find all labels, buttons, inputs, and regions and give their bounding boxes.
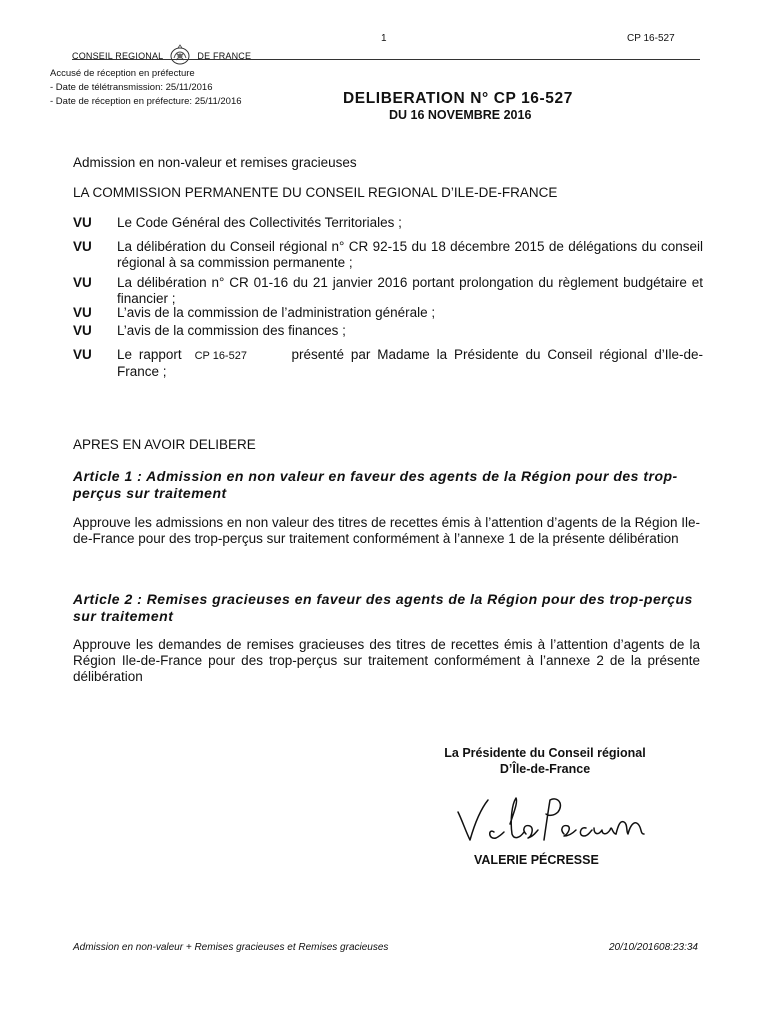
subject-line: Admission en non-valeur et remises gracieuses — [73, 155, 357, 170]
document-subtitle: DU 16 NOVEMBRE 2016 — [389, 108, 532, 122]
council-emblem-icon — [164, 44, 196, 66]
council-name-part1: CONSEIL REGIONAL — [72, 51, 164, 61]
vu-text: La délibération n° CR 01-16 du 21 janvier 2016 portant prolongation du règlement budgétaire et financier ; — [117, 275, 703, 306]
article-1-text: Approuve les admissions en non valeur des titres de recettes émis à l’attention d’agents de la Région Ile-de-France pour des trop-perçus sur traitement conformément à l’annexe 1 de la présente délibération — [73, 515, 700, 546]
footer-subject: Admission en non-valeur + Remises gracieuses et Remises gracieuses — [73, 942, 389, 953]
reception-line: - Date de réception en préfecture: 25/11/2016 — [50, 96, 242, 107]
vu-text — [117, 347, 703, 380]
signer-title-line: La Présidente du Conseil régional — [444, 746, 646, 760]
signer-title — [429, 745, 661, 777]
vu-label: VU — [73, 239, 92, 254]
document-title: DELIBERATION N° CP 16-527 — [343, 90, 573, 107]
article-2-text: Approuve les demandes de remises gracieuses des titres de recettes émis à l’attention d’agents de la Région Ile-de-France pour des trop-perçus sur traitement conformément à l’annexe 2 de la présente délibération — [73, 637, 700, 684]
vu-text: La délibération du Conseil régional n° CR 92-15 du 18 décembre 2015 de délégations du conseil régional à sa commission permanente ; — [117, 239, 703, 270]
vu-text: L’avis de la commission des finances ; — [117, 323, 346, 338]
vu-label: VU — [73, 323, 92, 338]
vu-item — [73, 323, 703, 341]
signer-name: VALERIE PÉCRESSE — [474, 853, 599, 867]
handwritten-signature — [452, 790, 662, 846]
footer-timestamp: 20/10/201608:23:34 — [609, 942, 698, 953]
vu-text: L’avis de la commission de l’administration générale ; — [117, 305, 436, 320]
vu-item — [73, 215, 703, 235]
vu-item — [73, 239, 703, 273]
reception-stamp — [50, 67, 242, 109]
rapport-before: Le rapport — [117, 347, 182, 362]
article-2-title: Article 2 : Remises gracieuses en faveur des agents de la Région pour des trop-perçus sur traitement — [73, 591, 693, 624]
vu-label: VU — [73, 305, 92, 320]
council-header — [72, 44, 251, 66]
vu-label: VU — [73, 347, 92, 362]
apres-heading: APRES EN AVOIR DELIBERE — [73, 437, 256, 452]
reception-line: - Date de télétransmission: 25/11/2016 — [50, 82, 213, 93]
rapport-reference: CP 16-527 — [194, 350, 247, 362]
vu-item — [73, 275, 703, 309]
vu-item — [73, 305, 703, 323]
vu-label: VU — [73, 275, 92, 290]
vu-label: VU — [73, 215, 92, 230]
rapport-after: présenté par Madame la Présidente du Conseil régional d’Ile-de-France ; — [117, 347, 703, 379]
reception-line: Accusé de réception en préfecture — [50, 68, 195, 79]
commission-heading: LA COMMISSION PERMANENTE DU CONSEIL REGIONAL D’ILE-DE-FRANCE — [73, 185, 558, 200]
signer-title-line: D’Île-de-France — [499, 762, 591, 776]
header-rule — [72, 59, 700, 60]
page-number: 1 — [381, 33, 387, 44]
council-name-part2: DE FRANCE — [197, 51, 252, 61]
vu-text: Le Code Général des Collectivités Territoriales ; — [117, 215, 402, 230]
header-reference: CP 16-527 — [627, 33, 675, 44]
article-1-title: Article 1 : Admission en non valeur en faveur des agents de la Région pour des trop-perçus sur traitement — [73, 468, 678, 501]
vu-item-rapport — [73, 347, 703, 381]
